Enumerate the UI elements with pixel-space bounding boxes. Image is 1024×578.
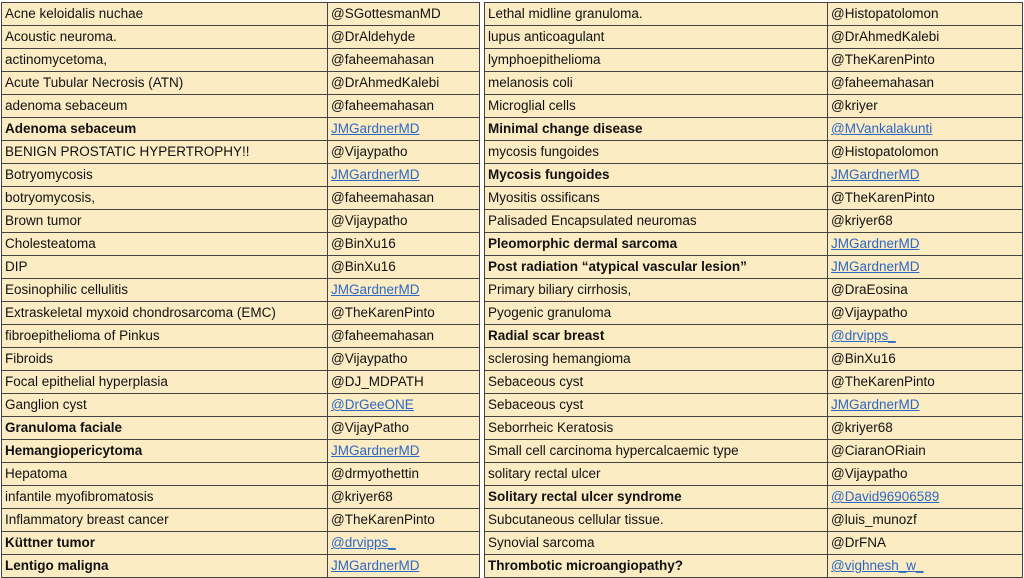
handle-cell[interactable]	[828, 555, 1023, 578]
handle-cell[interactable]	[328, 394, 480, 417]
handle-link[interactable]: JMGardnerMD	[831, 167, 920, 182]
term-cell: actinomycetoma,	[2, 49, 328, 72]
term-cell: Eosinophilic cellulitis	[2, 279, 328, 302]
handle-cell: @SGottesmanMD	[328, 3, 480, 26]
term-cell: Focal epithelial hyperplasia	[2, 371, 328, 394]
handle-cell: @BinXu16	[328, 256, 480, 279]
handle-link[interactable]: @drvipps_	[831, 328, 896, 343]
handle-cell: @faheemahasan	[328, 95, 480, 118]
term-cell: Small cell carcinoma hypercalcaemic type	[485, 440, 828, 463]
table-row	[2, 463, 480, 486]
term-cell: infantile myofibromatosis	[2, 486, 328, 509]
table-row	[2, 417, 480, 440]
handle-cell: @luis_munozf	[828, 509, 1023, 532]
handle-cell: @TheKarenPinto	[328, 302, 480, 325]
handle-cell: @TheKarenPinto	[828, 371, 1023, 394]
table-row	[2, 394, 480, 417]
table-row	[2, 256, 480, 279]
term-cell: adenoma sebaceum	[2, 95, 328, 118]
right-table	[484, 2, 1023, 578]
term-cell: Radial scar breast	[485, 325, 828, 348]
table-row	[2, 555, 480, 578]
handle-cell: @BinXu16	[328, 233, 480, 256]
handle-cell: @VijayPatho	[328, 417, 480, 440]
handle-cell[interactable]	[828, 164, 1023, 187]
handle-cell: @Histopatolomon	[828, 3, 1023, 26]
handle-cell: @Vijaypatho	[328, 210, 480, 233]
table-row	[485, 210, 1023, 233]
table-row	[485, 187, 1023, 210]
term-cell: Pyogenic granuloma	[485, 302, 828, 325]
handle-cell[interactable]	[328, 164, 480, 187]
term-cell: Inflammatory breast cancer	[2, 509, 328, 532]
handle-cell: @TheKarenPinto	[328, 509, 480, 532]
handle-link[interactable]: JMGardnerMD	[831, 397, 920, 412]
handle-link[interactable]: @MVankalakunti	[831, 121, 933, 136]
table-row	[485, 26, 1023, 49]
term-cell: Acne keloidalis nuchae	[2, 3, 328, 26]
table-row	[2, 26, 480, 49]
handle-link[interactable]: JMGardnerMD	[331, 443, 420, 458]
table-row	[2, 164, 480, 187]
term-cell: mycosis fungoides	[485, 141, 828, 164]
handle-cell: @TheKarenPinto	[828, 187, 1023, 210]
term-cell: Granuloma faciale	[2, 417, 328, 440]
handle-cell[interactable]	[828, 118, 1023, 141]
term-cell: Extraskeletal myxoid chondrosarcoma (EMC)	[2, 302, 328, 325]
handle-cell: @faheemahasan	[828, 72, 1023, 95]
term-cell: BENIGN PROSTATIC HYPERTROPHY!!	[2, 141, 328, 164]
table-row	[2, 187, 480, 210]
table-row	[2, 325, 480, 348]
term-cell: Lethal midline granuloma.	[485, 3, 828, 26]
table-row	[485, 417, 1023, 440]
handle-cell: @DrAhmedKalebi	[828, 26, 1023, 49]
table-row	[485, 3, 1023, 26]
table-row	[2, 49, 480, 72]
term-cell: Minimal change disease	[485, 118, 828, 141]
term-cell: Post radiation “atypical vascular lesion”	[485, 256, 828, 279]
handle-cell[interactable]	[328, 440, 480, 463]
table-row	[2, 233, 480, 256]
handle-link[interactable]: @David96906589	[831, 489, 940, 504]
handle-cell: @Vijaypatho	[328, 348, 480, 371]
term-cell: Thrombotic microangiopathy?	[485, 555, 828, 578]
table-row	[485, 141, 1023, 164]
handle-cell: @faheemahasan	[328, 187, 480, 210]
handle-cell: @TheKarenPinto	[828, 49, 1023, 72]
table-row	[485, 256, 1023, 279]
table-row	[2, 279, 480, 302]
handle-cell[interactable]	[328, 279, 480, 302]
term-cell: Sebaceous cyst	[485, 371, 828, 394]
handle-cell[interactable]	[828, 325, 1023, 348]
handle-cell: @Vijaypatho	[328, 141, 480, 164]
term-cell: Pleomorphic dermal sarcoma	[485, 233, 828, 256]
handle-cell[interactable]	[828, 394, 1023, 417]
left-table	[1, 2, 480, 578]
term-cell: sclerosing hemangioma	[485, 348, 828, 371]
term-cell: Acoustic neuroma.	[2, 26, 328, 49]
handle-cell: @DrAldehyde	[328, 26, 480, 49]
handle-cell: @DrAhmedKalebi	[328, 72, 480, 95]
handle-cell[interactable]	[828, 486, 1023, 509]
handle-cell: @DraEosina	[828, 279, 1023, 302]
handle-cell: @CiaranORiain	[828, 440, 1023, 463]
table-row	[2, 141, 480, 164]
table-row	[2, 532, 480, 555]
term-cell: Brown tumor	[2, 210, 328, 233]
handle-cell: @DJ_MDPATH	[328, 371, 480, 394]
table-row	[485, 95, 1023, 118]
handle-cell: @kriyer	[828, 95, 1023, 118]
table-row	[485, 348, 1023, 371]
term-cell: Lentigo maligna	[2, 555, 328, 578]
table-row	[485, 463, 1023, 486]
table-row	[2, 486, 480, 509]
term-cell: Microglial cells	[485, 95, 828, 118]
handle-cell: @BinXu16	[828, 348, 1023, 371]
handle-cell: @drmyothettin	[328, 463, 480, 486]
term-cell: DIP	[2, 256, 328, 279]
term-cell: fibroepithelioma of Pinkus	[2, 325, 328, 348]
handle-cell[interactable]	[328, 118, 480, 141]
term-cell: Subcutaneous cellular tissue.	[485, 509, 828, 532]
term-cell: Hemangiopericytoma	[2, 440, 328, 463]
handle-cell[interactable]	[328, 555, 480, 578]
handle-link[interactable]: JMGardnerMD	[331, 282, 420, 297]
table-row	[485, 532, 1023, 555]
table-row	[485, 325, 1023, 348]
term-cell: Küttner tumor	[2, 532, 328, 555]
table-row	[485, 555, 1023, 578]
handle-link[interactable]: JMGardnerMD	[331, 558, 420, 573]
handle-cell[interactable]	[828, 256, 1023, 279]
term-cell: Botryomycosis	[2, 164, 328, 187]
table-row	[2, 302, 480, 325]
table-row	[485, 72, 1023, 95]
handle-cell: @Vijaypatho	[828, 302, 1023, 325]
term-cell: botryomycosis,	[2, 187, 328, 210]
handle-cell: @faheemahasan	[328, 325, 480, 348]
handle-link[interactable]: JMGardnerMD	[331, 167, 420, 182]
table-row	[485, 440, 1023, 463]
table-row	[2, 440, 480, 463]
table-row	[485, 371, 1023, 394]
table-row	[485, 233, 1023, 256]
handle-cell: @DrFNA	[828, 532, 1023, 555]
handle-cell[interactable]	[328, 532, 480, 555]
handle-cell: @faheemahasan	[328, 49, 480, 72]
term-cell: Fibroids	[2, 348, 328, 371]
table-row	[2, 95, 480, 118]
term-cell: solitary rectal ulcer	[485, 463, 828, 486]
handle-cell[interactable]	[828, 233, 1023, 256]
term-cell: Hepatoma	[2, 463, 328, 486]
term-cell: Solitary rectal ulcer syndrome	[485, 486, 828, 509]
handle-cell: @kriyer68	[328, 486, 480, 509]
table-row	[2, 509, 480, 532]
handle-link[interactable]: @vighnesh_w_	[831, 558, 924, 573]
term-cell: Acute Tubular Necrosis (ATN)	[2, 72, 328, 95]
term-cell: Palisaded Encapsulated neuromas	[485, 210, 828, 233]
table-row	[485, 164, 1023, 187]
term-cell: Sebaceous cyst	[485, 394, 828, 417]
handle-link[interactable]: @DrGeeONE	[331, 397, 414, 412]
table-row	[485, 302, 1023, 325]
table-row	[2, 348, 480, 371]
table-row	[485, 279, 1023, 302]
table-row	[485, 394, 1023, 417]
table-row	[2, 3, 480, 26]
term-cell: Adenoma sebaceum	[2, 118, 328, 141]
handle-link[interactable]: JMGardnerMD	[831, 236, 920, 251]
term-cell: melanosis coli	[485, 72, 828, 95]
term-cell: Synovial sarcoma	[485, 532, 828, 555]
handle-link[interactable]: @drvipps_	[331, 535, 396, 550]
table-row	[485, 118, 1023, 141]
handle-link[interactable]: JMGardnerMD	[331, 121, 420, 136]
table-row	[485, 486, 1023, 509]
term-cell: lymphoepithelioma	[485, 49, 828, 72]
table-row	[2, 371, 480, 394]
handle-cell: @Vijaypatho	[828, 463, 1023, 486]
handle-cell: @kriyer68	[828, 417, 1023, 440]
term-cell: Ganglion cyst	[2, 394, 328, 417]
term-cell: Mycosis fungoides	[485, 164, 828, 187]
table-row	[2, 72, 480, 95]
table-row	[485, 49, 1023, 72]
term-cell: Cholesteatoma	[2, 233, 328, 256]
term-cell: lupus anticoagulant	[485, 26, 828, 49]
table-row	[485, 509, 1023, 532]
handle-link[interactable]: JMGardnerMD	[831, 259, 920, 274]
term-cell: Primary biliary cirrhosis,	[485, 279, 828, 302]
term-cell: Seborrheic Keratosis	[485, 417, 828, 440]
table-row	[2, 210, 480, 233]
handle-cell: @kriyer68	[828, 210, 1023, 233]
handle-cell: @Histopatolomon	[828, 141, 1023, 164]
term-cell: Myositis ossificans	[485, 187, 828, 210]
table-row	[2, 118, 480, 141]
